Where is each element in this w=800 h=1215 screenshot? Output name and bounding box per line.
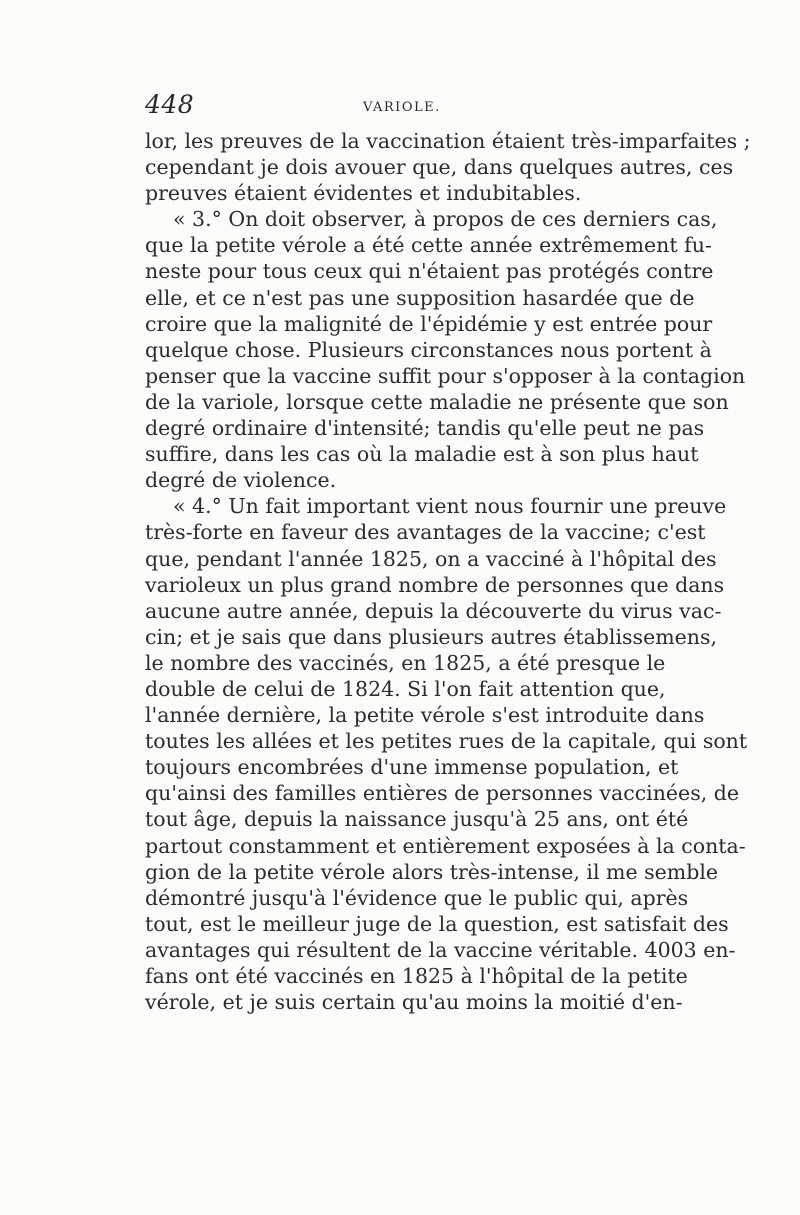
text-line: croire que la malignité de l'épidémie y est entrée pour [145, 311, 713, 336]
text-line: neste pour tous ceux qui n'étaient pas protégés contre [145, 259, 714, 284]
text-line: toujours encombrées d'une immense population, et [145, 755, 679, 780]
text-line: suffire, dans les cas où la maladie est à son plus haut [145, 442, 699, 467]
text-line: de la variole, lorsque cette maladie ne présente que son [145, 389, 729, 414]
text-line: « 3.° On doit observer, à propos de ces derniers cas, [173, 207, 718, 232]
text-line: double de celui de 1824. Si l'on fait attention que, [145, 676, 666, 701]
text-line: aucune autre année, depuis la découverte du virus vac- [145, 598, 722, 623]
text-line: avantages qui résultent de la vaccine véritable. 4003 en- [145, 937, 736, 962]
text-line: quelque chose. Plusieurs circonstances nous portent à [145, 337, 712, 362]
text-line: varioleux un plus grand nombre de personnes que dans [145, 572, 725, 597]
text-line: partout constamment et entièrement exposées à la conta- [145, 833, 746, 858]
text-line: toutes les allées et les petites rues de la capitale, qui sont [145, 729, 748, 754]
text-line: que la petite vérole a été cette année extrêmement fu- [145, 233, 712, 258]
text-line: fans ont été vaccinés en 1825 à l'hôpital de la petite [145, 964, 688, 988]
running-head: VARIOLE. [363, 100, 441, 115]
text-line: penser que la vaccine suffit pour s'opposer à la contagion [145, 363, 746, 388]
text-line: elle, et ce n'est pas une supposition hasardée que de [145, 285, 695, 310]
text-line: gion de la petite vérole alors très-intense, il me semble [145, 859, 719, 884]
page-number: 448 [145, 90, 195, 119]
text-line: tout âge, depuis la naissance jusqu'à 25 ans, ont été [145, 807, 689, 832]
text-line: degré de violence. [145, 468, 337, 493]
text-line: degré ordinaire d'intensité; tandis qu'elle peut ne pas [145, 416, 705, 441]
text-line: démontré jusqu'à l'évidence que le public qui, après [145, 885, 689, 910]
text-line: preuves étaient évidentes et indubitables. [145, 181, 582, 206]
text-line: vérole, et je suis certain qu'au moins la moitié d'en- [145, 990, 683, 1015]
text-line: lor, les preuves de la vaccination étaient très-imparfaites ; [145, 129, 751, 153]
text-line: que, pendant l'année 1825, on a vacciné à l'hôpital des [145, 546, 717, 571]
page-header [145, 90, 655, 130]
text-line: l'année dernière, la petite vérole s'est introduite dans [145, 703, 705, 728]
text-line: qu'ainsi des familles entières de personnes vaccinées, de [145, 781, 739, 806]
text-line: très-forte en faveur des avantages de la vaccine; c'est [145, 520, 706, 545]
text-line: cin; et je sais que dans plusieurs autres établissemens, [145, 624, 718, 649]
text-line: cependant je dois avouer que, dans quelques autres, ces [145, 155, 734, 180]
text-line: « 4.° Un fait important vient nous fournir une preuve [173, 494, 727, 519]
text-line: tout, est le meilleur juge de la question, est satisfait des [145, 911, 729, 936]
body-text [145, 128, 751, 1015]
text-line: le nombre des vaccinés, en 1825, a été presque le [145, 650, 666, 675]
